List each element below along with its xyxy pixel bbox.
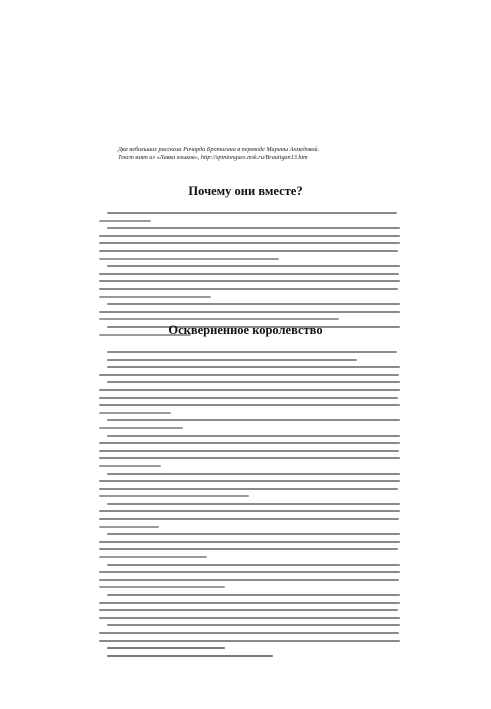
text-line [99,427,183,429]
text-line [99,518,399,520]
text-line [107,655,273,657]
text-line [99,318,339,320]
text-line [99,220,151,222]
text-line [99,510,400,512]
text-line [99,235,400,237]
text-line [99,242,400,244]
text-line [107,594,400,596]
text-line [99,412,171,414]
text-line [99,632,399,634]
text-line [99,617,400,619]
text-line [99,258,279,260]
text-line [99,442,400,444]
text-line [107,366,400,368]
story-title-2: Оскверненное королевство [168,323,323,337]
text-line [99,556,207,558]
text-line [99,480,400,482]
text-line [107,435,400,437]
text-line [99,571,400,573]
text-line [107,265,400,267]
text-line [99,526,159,528]
text-line [99,311,400,313]
text-line [99,397,398,399]
text-line [99,296,211,298]
text-line [99,450,399,452]
story-1-body [99,212,400,341]
story-2-body [99,351,400,662]
text-line [107,381,400,383]
text-line [99,609,398,611]
text-line [99,404,400,406]
text-line [107,503,400,505]
text-line [99,250,398,252]
text-line [99,541,400,543]
text-line [99,586,225,588]
text-line [107,624,400,626]
text-line [99,280,400,282]
text-line [99,288,398,290]
text-line [107,303,400,305]
text-line [107,212,397,214]
text-line [107,419,400,421]
text-line [107,533,400,535]
text-line [107,351,397,353]
text-line [107,227,400,229]
text-line [107,359,357,361]
story-title-1: Почему они вместе? [188,184,303,198]
text-line [99,640,400,642]
text-line [99,495,249,497]
intro-note [118,146,418,162]
text-line [99,457,400,459]
text-line [107,473,400,475]
text-line [99,488,398,490]
text-line [99,389,400,391]
text-line [99,273,399,275]
text-line [107,647,225,649]
intro-line-1: Два небольших рассказа Ричарда Бротигана в переводе Марины Ахмедовой. [118,146,320,153]
text-line [99,579,399,581]
text-line [99,465,161,467]
intro-line-2: Текст взят из «Лавка языков», http://spintongues.msk.ru/Brautigan13.htm [118,154,308,162]
text-line [99,374,399,376]
text-line [107,564,400,566]
text-line [99,548,398,550]
text-line [99,602,400,604]
